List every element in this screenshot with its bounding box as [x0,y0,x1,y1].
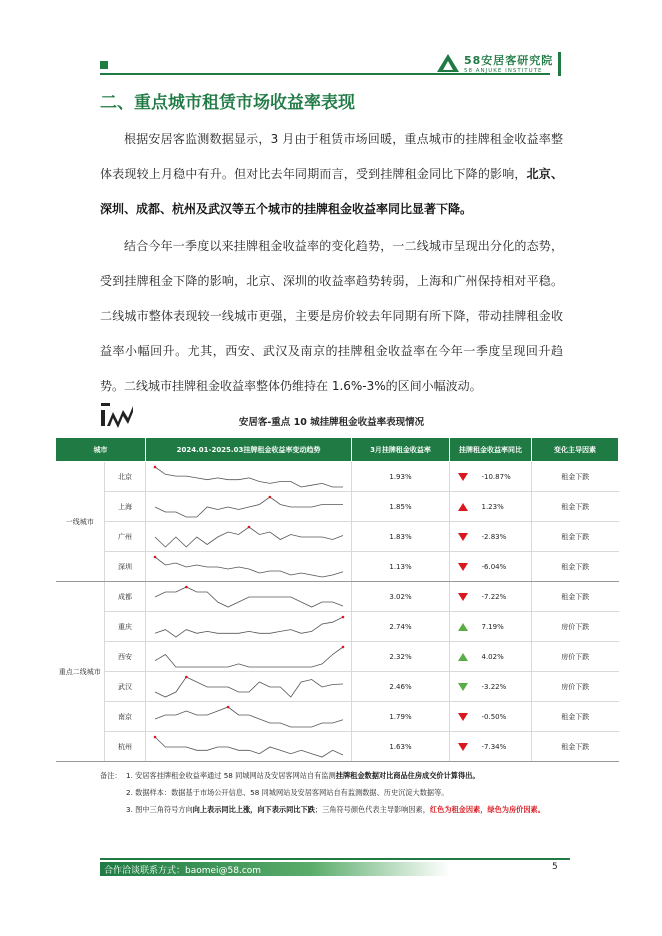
current-rate: 1.13% [352,552,450,582]
trend-line [155,737,343,757]
paragraph-2: 结合今年一季度以来挂牌租金收益率的变化趋势，一二线城市呈现出分化的态势，受到挂牌租金下降的影响，北京、深圳的收益率趋势转弱，上海和广州保持相对平稳。二线城市整体表现较一线城市更强，主要是房价较去年同期有所下降，带动挂牌租金收益率小幅回升。尤其，西安、武汉及南京的挂牌租金收益率在今年一季度呈现回升趋势。二线城市挂牌租金收益率整体仍维持在 1.6%-3%的区间小幅波动。 [100,239,563,393]
trend-max-point [153,465,156,468]
header-yoy: 挂牌租金收益率同比 [450,438,532,462]
yoy-cell [450,642,532,672]
current-rate: 3.02% [352,582,450,612]
table-title: 安居客-重点 10 城挂牌租金收益率表现情况 [238,417,425,428]
trend-sparkline [149,524,349,550]
yoy-value: -7.22% [481,592,507,601]
group-label: 重点二线城市 [56,582,105,762]
triangle-up-icon [458,503,468,511]
factor: 租金下跌 [532,522,619,552]
trend-max-point [268,495,271,498]
note-3-text-c: ；三角符号颜色代表主导影响因素， [314,805,430,814]
note-1-text: 安居客挂牌租金收益率通过 58 同城网站及安居客网站自有监测 [135,771,336,780]
yoy-cell [450,552,532,582]
triangle-up-icon [458,623,468,631]
yoy-value: -10.87% [481,472,511,481]
trend-line [155,707,343,727]
trend-sparkline [149,494,349,520]
yoy-cell [450,582,532,612]
trend-cell [146,552,352,582]
triangle-down-icon [458,563,468,571]
yoy-value: -6.04% [481,562,507,571]
yoy-value: -2.83% [481,532,507,541]
rent-yield-table [55,437,619,762]
note-1-num: 1. [126,771,133,780]
logo-cn-text: 58安居客研究院 [464,54,554,67]
city-name: 北京 [105,462,146,492]
trend-sparkline [149,554,349,580]
table-row [56,732,619,762]
yoy-cell [450,732,532,762]
yoy-cell [450,492,532,522]
triangle-down-icon [458,683,468,691]
city-name: 西安 [105,642,146,672]
note-3 [126,801,545,818]
trend-cell [146,582,352,612]
table-row [56,642,619,672]
trend-max-point [341,615,344,618]
logo-en-text: 58 ANJUKE INSTITUTE [464,68,543,74]
trend-line [155,467,343,487]
current-rate: 1.83% [352,522,450,552]
trend-sparkline [149,464,349,490]
header-current-rate: 3月挂牌租金收益率 [352,438,450,462]
yoy-value: -7.34% [481,742,507,751]
section-title: 二、重点城市租赁市场收益率表现 [100,93,355,113]
header-trend: 2024.01-2025.03挂牌租金收益率变动趋势 [146,438,352,462]
city-name: 武汉 [105,672,146,702]
trend-line [155,617,343,637]
table-row [56,552,619,582]
trend-sparkline [149,584,349,610]
note-3-bold: 向上表示同比上涨，向下表示同比下跌 [192,805,315,814]
current-rate: 1.79% [352,702,450,732]
note-2-num: 2. [126,788,133,797]
header-factor: 变化主导因素 [532,438,619,462]
triangle-down-icon [458,743,468,751]
factor: 房价下跌 [532,642,619,672]
trend-max-point [226,705,229,708]
yoy-value: 4.02% [481,652,504,661]
trend-max-point [153,555,156,558]
city-name: 成都 [105,582,146,612]
trend-line [155,557,343,577]
city-name: 南京 [105,702,146,732]
trend-cell [146,522,352,552]
table-row [56,522,619,552]
trend-max-point [247,525,250,528]
factor: 租金下跌 [532,552,619,582]
trend-cell [146,492,352,522]
current-rate: 1.63% [352,732,450,762]
notes [100,767,570,818]
trend-max-point [341,645,344,648]
trend-max-point [185,585,188,588]
paragraph-1-text: 根据安居客监测数据显示，3 月由于租赁市场回暖，重点城市的挂牌租金收益率整体表现较上月稳中有升。但对比去年同期而言，受到挂牌租金同比下降的影响， [100,132,563,181]
yoy-cell [450,612,532,642]
trend-cell [146,672,352,702]
group-label: 一线城市 [56,462,105,582]
table-row [56,612,619,642]
yoy-cell [450,522,532,552]
current-rate: 1.85% [352,492,450,522]
trend-sparkline [149,734,349,760]
note-2-text: 数据样本：数据基于市场公开信息、58 同城网站及安居客网站自有监测数据、历史沉淀大数据等。 [135,788,449,797]
trend-sparkline [149,704,349,730]
note-3-red: 红色为租金因素，绿色为房价因素。 [429,805,545,814]
city-name: 杭州 [105,732,146,762]
factor: 房价下跌 [532,672,619,702]
trend-sparkline [149,674,349,700]
trend-line [155,587,343,607]
note-3-num: 3. [126,805,133,814]
city-name: 广州 [105,522,146,552]
note-1-bold: 挂牌租金数据对比商品住房成交价计算得出。 [335,771,480,780]
page-number: 5 [552,862,558,872]
yoy-cell [450,702,532,732]
institute-logo [436,52,553,74]
city-name: 深圳 [105,552,146,582]
table-row [56,462,619,492]
triangle-down-icon [458,473,468,481]
header-square-mark [100,61,108,69]
note-2 [126,784,448,801]
yoy-cell [450,672,532,702]
footer-contact: 合作洽谈联系方式：baomei@58.com [104,866,262,876]
trend-max-point [185,675,188,678]
triangle-down-icon [458,533,468,541]
logo-side-bar [558,52,561,76]
yoy-value: 7.19% [481,622,504,631]
table-row [56,582,619,612]
footer-rule [100,858,570,860]
trend-cell [146,702,352,732]
factor: 租金下跌 [532,582,619,612]
trend-cell [146,642,352,672]
trend-line [155,497,343,517]
current-rate: 2.32% [352,642,450,672]
triangle-down-icon [458,713,468,721]
yoy-value: -3.22% [481,682,507,691]
city-name: 上海 [105,492,146,522]
trend-cell [146,462,352,492]
trend-sparkline [149,614,349,640]
table-row [56,672,619,702]
current-rate: 2.46% [352,672,450,702]
trend-max-point [153,735,156,738]
yoy-value: -0.50% [481,712,507,721]
paragraph-1-bold: 北京、深圳、成都、杭州及武汉等五个城市的挂牌租金收益率同比显著下降。 [100,167,563,216]
trend-line [155,647,343,667]
triangle-up-icon [458,653,468,661]
paragraph-1 [100,122,563,227]
yoy-value: 1.23% [481,502,504,511]
note-1 [126,767,480,784]
trend-cell [146,612,352,642]
logo-triangle-icon [436,53,460,73]
factor: 租金下跌 [532,732,619,762]
header-city: 城市 [56,438,146,462]
note-3-text-a: 图中三角符号方向 [135,805,193,814]
table-row [56,702,619,732]
trend-line [155,527,343,547]
trend-cell [146,732,352,762]
factor: 租金下跌 [532,492,619,522]
current-rate: 1.93% [352,462,450,492]
factor: 租金下跌 [532,462,619,492]
trend-line [155,677,343,697]
current-rate: 2.74% [352,612,450,642]
triangle-down-icon [458,593,468,601]
city-name: 重庆 [105,612,146,642]
factor: 租金下跌 [532,702,619,732]
yoy-cell [450,462,532,492]
table-row [56,492,619,522]
notes-label: 备注： [100,771,122,780]
factor: 房价下跌 [532,612,619,642]
trend-sparkline [149,644,349,670]
